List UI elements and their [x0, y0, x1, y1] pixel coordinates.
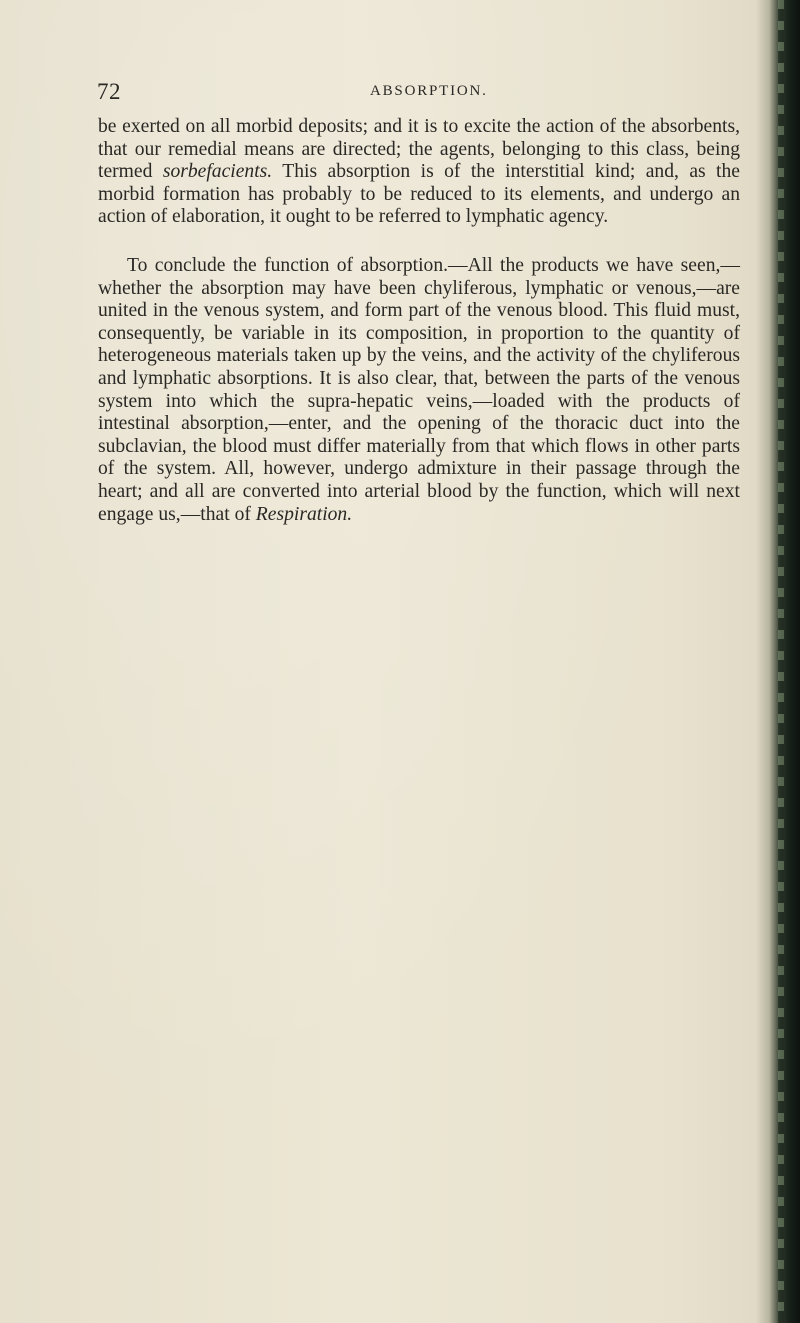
- paragraph-1-term-sorbefacients: sorbefacients.: [162, 161, 273, 183]
- page-header: [0, 79, 760, 105]
- page-number: 72: [97, 79, 121, 104]
- paragraph-2-term-respiration: Respiration.: [255, 503, 353, 525]
- running-head: ABSORPTION.: [370, 83, 488, 99]
- paragraph-2-segment-1: To conclude the function of absorption.—All the products we have seen,—whether the absorption may have been chyliferous, lymphatic or venous,—are united in the venous system, and form part of the venous blood. This fluid must, consequently, be variable in its composition, in proportion to the quantity of heterogeneous materials taken up by the veins, and the activity of the chyliferous and lymphatic absorptions. It is also clear, that, between the parts of the venous system into which the supra-hepatic veins,—loaded with the products of intestinal absorption,—enter, and the opening of the thoracic duct into the subclavian, the blood must differ materially from that which flows in other parts of the system. All, however, undergo admixture in their passage through the heart; and all are converted into arterial blood by the function, which will next engage us,—that of: [98, 254, 740, 525]
- paragraph-2: [98, 255, 740, 526]
- paragraph-1-segment-3: This absorption is of the interstitial kind; and, as the morbid formation has probably to be reduced to its elements, and undergo an action of elaboration, it ought to be referred to lymphatic agency.: [98, 161, 740, 228]
- book-binding-edge: [756, 0, 800, 1323]
- paragraph-1-segment-1: be exerted on all morbid deposits; and it is to excite the action of the absorbents, that our remedial means are directed; the agents, belonging to this class, being termed: [98, 116, 740, 183]
- body-text: [98, 116, 740, 526]
- paragraph-1: [98, 116, 740, 229]
